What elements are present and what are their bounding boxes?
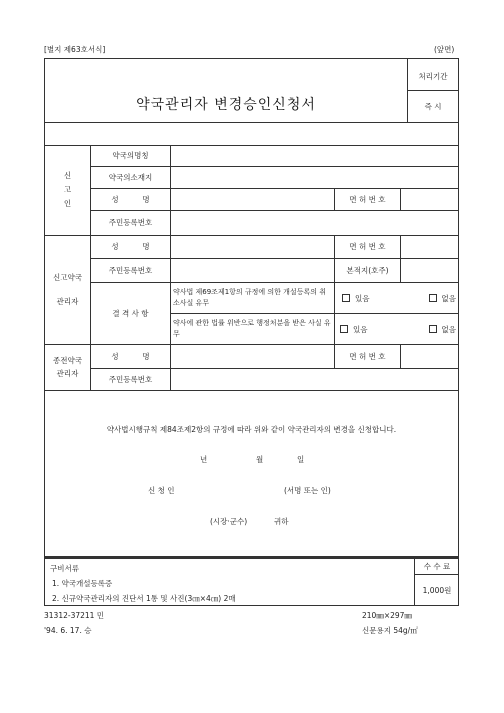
processing-period-value: 즉 시 (424, 101, 442, 111)
prev-manager-name-label: 성 명 (111, 351, 150, 361)
new-manager-resident-field[interactable] (171, 259, 333, 282)
disqualification-item-1: 약사법 제69조제1항의 규정에 의한 개설등록의 취소사실 유무 (173, 288, 326, 307)
form-title: 약국관리자 변경승인신청서 (136, 97, 316, 113)
form-number: [별지 제63호서식] (44, 45, 106, 54)
applicant-resident-label: 주민등록번호 (108, 218, 153, 227)
prev-manager-license-field[interactable] (401, 345, 458, 368)
new-manager-name-label: 성 명 (111, 242, 150, 251)
applicant-name-field[interactable] (171, 189, 333, 210)
checkbox-icon[interactable] (429, 325, 437, 333)
item1-yes-option[interactable]: 있음 (342, 293, 370, 304)
addressee-office: (시장·군수) (210, 517, 248, 526)
new-manager-domicile-label: 본적지(호주) (346, 265, 389, 275)
applicant-license-label: 면 허 번 호 (349, 194, 386, 204)
disqualification-item-2: 약사에 관한 법률 위반으로 행정처분을 받은 사실 유무 (173, 319, 331, 338)
applicant-name-label: 성 명 (111, 194, 150, 204)
signature-sign-label: (서명 또는 인) (284, 486, 331, 495)
checkbox-icon[interactable] (429, 294, 437, 302)
signature-applicant-label: 신 청 인 (148, 486, 175, 495)
applicant-resident-field[interactable] (171, 211, 458, 235)
prev-manager-resident-label: 주민등록번호 (108, 374, 153, 384)
applicant-group-label: 신 고 인 (63, 171, 72, 208)
document-item-1: 1. 약국개설등록증 (52, 579, 113, 588)
applicant-license-field[interactable] (401, 189, 458, 210)
new-manager-license-field[interactable] (401, 236, 458, 258)
item1-no-option[interactable]: 없음 (429, 293, 457, 304)
processing-period-label: 처리기간 (418, 71, 448, 81)
item2-yes-option[interactable]: 있음 (340, 324, 368, 335)
new-manager-group-label: 신고약국 관리자 (53, 272, 82, 306)
checkbox-icon[interactable] (342, 294, 350, 302)
prev-manager-resident-field[interactable] (171, 369, 458, 390)
item2-no-option[interactable]: 없음 (429, 324, 457, 335)
new-manager-domicile-field[interactable] (401, 259, 458, 282)
footer-date: '94. 6. 17. 승 (44, 626, 92, 635)
fee-label: 수 수 료 (423, 562, 451, 571)
document-item-2: 2. 신규약국관리자의 진단서 1통 및 사진(3㎝×4㎝) 2매 (52, 594, 236, 603)
new-manager-name-field[interactable] (171, 236, 333, 258)
new-manager-resident-label: 주민등록번호 (108, 265, 153, 275)
fee-value: 1,000원 (422, 585, 452, 595)
application-statement: 약사법시행규칙 제84조제2항의 규정에 따라 위와 같이 약국관리자의 변경을 신청합니다. (106, 424, 397, 434)
documents-header: 구비서류 (50, 564, 79, 573)
date-month-label: 월 (256, 455, 264, 464)
addressee-honorific: 귀하 (274, 517, 289, 526)
new-manager-license-label: 면 허 번 호 (349, 242, 386, 251)
footer-paper: 신문용지 54g/㎡ (362, 626, 418, 635)
page-side: (앞면) (434, 45, 455, 54)
checkbox-icon[interactable] (340, 325, 348, 333)
pharmacy-address-label: 약국의소재지 (108, 172, 153, 182)
date-day-label: 일 (297, 455, 305, 464)
pharmacy-name-field[interactable] (171, 146, 458, 166)
date-year-label: 년 (200, 455, 208, 464)
prev-manager-license-label: 면 허 번 호 (349, 351, 386, 361)
prev-manager-name-field[interactable] (171, 345, 333, 368)
footer-size: 210㎜×297㎜ (362, 611, 412, 620)
pharmacy-address-field[interactable] (171, 167, 458, 188)
prev-manager-group-label: 종전약국 관리자 (53, 356, 82, 378)
pharmacy-name-label: 약국의명칭 (112, 151, 149, 160)
disqualification-label: 결 격 사 항 (112, 308, 149, 318)
footer-code: 31312-37211 민 (44, 611, 105, 620)
